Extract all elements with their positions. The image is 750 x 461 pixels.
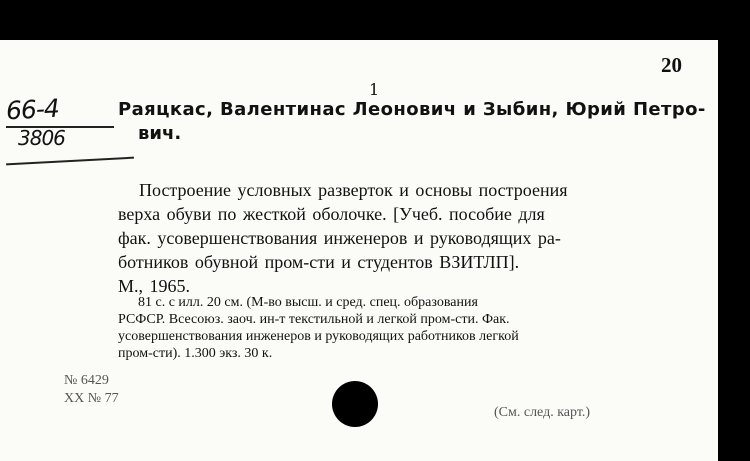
record-number: № 6429	[64, 373, 109, 388]
author-heading-continued: вич.	[138, 123, 182, 144]
tick-mark: 1	[369, 80, 380, 99]
author-heading: Раяцкас, Валентинас Леонович и Зыбин, Юрий Петро-	[118, 99, 706, 120]
description-line: 81 с. с илл. 20 см. (М-во высш. и сред. спец. образования	[138, 295, 478, 310]
title-line: фак. усовершенствования инженеров и руководящих ра-	[118, 228, 561, 248]
call-number-bottom: 3806	[18, 126, 65, 150]
title-line: Построение условных разверток и основы построения	[139, 180, 568, 200]
description-line: пром-сти). 1.300 экз. 30 к.	[118, 346, 273, 361]
description-line: РСФСР. Всесоюз. заоч. ин-т текстильной и легкой пром-сти. Фак.	[118, 312, 510, 327]
page-number: 20	[661, 53, 682, 77]
series-number: XX № 77	[64, 391, 119, 406]
title-line: М., 1965.	[118, 276, 191, 296]
title-line: ботников обувной пром-сти и студентов ВЗИТЛП].	[118, 252, 520, 272]
call-number-top: 66-4	[5, 93, 60, 126]
card-punch-hole	[332, 381, 378, 427]
see-next-card-note: (См. след. карт.)	[494, 405, 591, 420]
description-line: усовершенствования инженеров и руководящих работников легкой	[118, 329, 519, 344]
title-line: верха обуви по жесткой оболочке. [Учеб. пособие для	[118, 204, 545, 224]
